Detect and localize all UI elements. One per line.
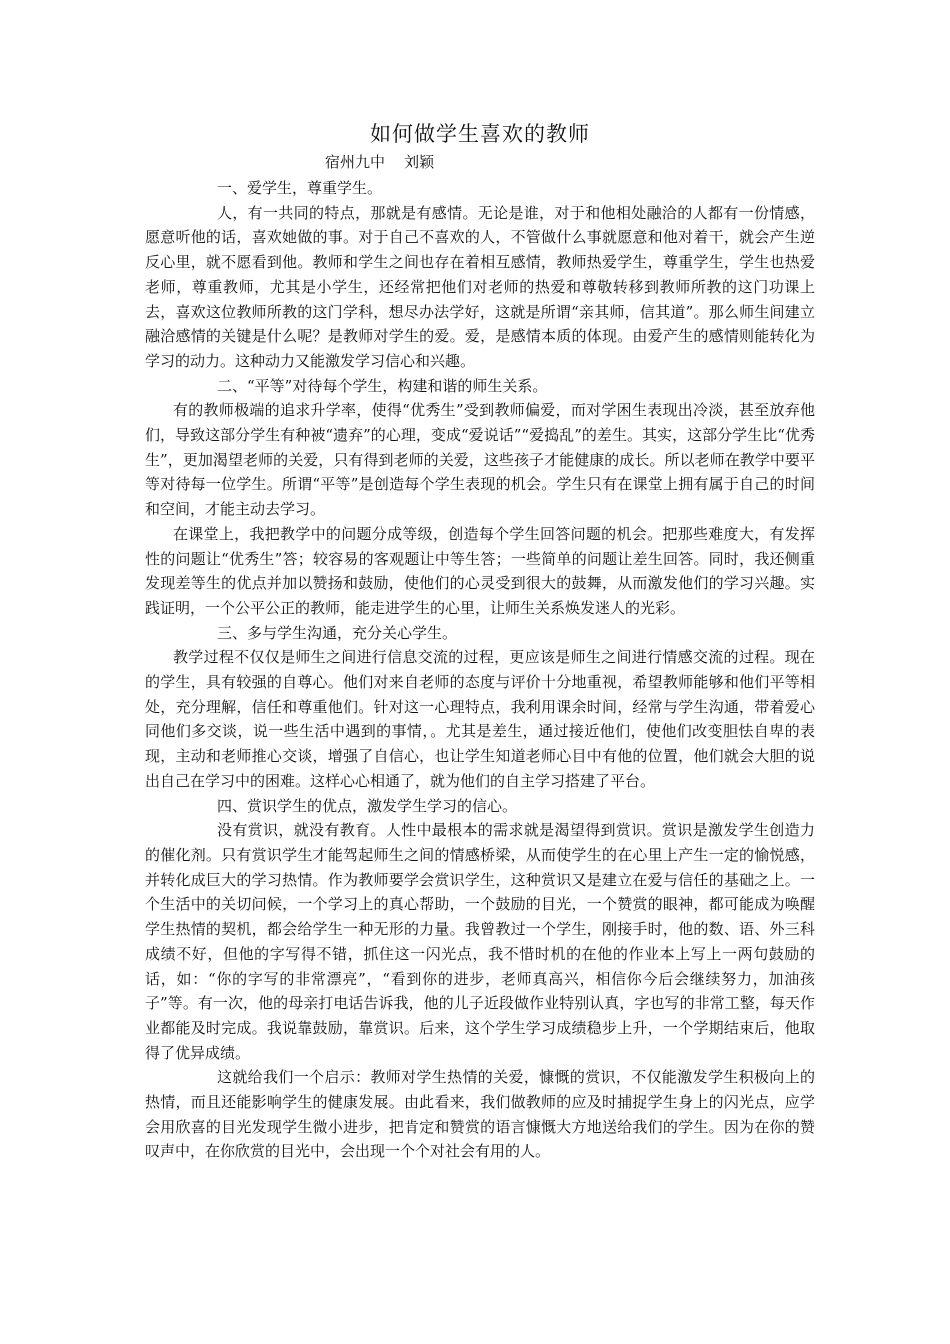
section-3-paragraph-1: 教学过程不仅仅是师生之间进行信息交流的过程，更应该是师生之间进行情感交流的过程。现在的学生，具有较强的自尊心。他们对来自老师的态度与评价十分地重视，希望教师能够和他们平等相处，充分理解，信任和尊重他们。针对这一心理特点，我利用课余时间，经常与学生沟通，带着爱心同他们多交谈，说一些生活中遇到的事情，。尤其是差生，通过接近他们，使他们改变胆怯自卑的表现，主动和老师推心交谈，增强了自信心，也让学生知道老师心目中有他的位置，他们就会大胆的说出自己在学习中的困难。这样心心相通了，就为他们的自主学习搭建了平台。: [145, 648, 815, 790]
section-heading-1: 一、爱学生，尊重学生。: [217, 179, 383, 197]
section-heading-3: 三、多与学生沟通，充分关心学生。: [217, 623, 458, 642]
document-author: 宿州九中 刘颖: [325, 153, 435, 171]
section-2-paragraph-1: 有的教师极端的追求升学率，使得“优秀生”受到教师偏爱，而对学困生表现出冷淡，甚至放弃他们，导致这部分学生有种被“遗弃”的心理，变成“爱说话”“爱捣乱”的差生。其实，这部分学生比“优秀生”，更加渴望老师的关爱，只有得到老师的关爱，这些孩子才能健康的成长。所以老师在教学中要平等对待每一位学生。所谓“平等”是创造每个学生表现的机会。学生只有在课堂上拥有属于自己的时间和空间，才能主动去学习。: [145, 401, 815, 519]
document-page: [145, 118, 815, 1164]
section-1-paragraph-1: 人，有一共同的特点，那就是有感情。无论是谁，对于和他相处融洽的人都有一份情感，愿意听他的话，喜欢她做的事。对于自己不喜欢的人，不管做什么事就愿意和他对着干，就会产生逆反心里，就不愿看到他。教师和学生之间也存在着相互感情，教师热爱学生，尊重学生，学生也热爱老师，尊重教师，尤其是小学生，还经常把他们对老师的热爱和尊敬转移到教师所教的这门功课上去，喜欢这位教师所教的这门学科，想尽办法学好，这就是所谓“亲其师，信其道”。那么师生间建立融洽感情的关键是什么呢？是教师对学生的爱。爱，是感情本质的体现。由爱产生的感情则能转化为学习的动力。这种动力又能激发学习信心和兴趣。: [145, 203, 815, 370]
document-title: 如何做学生喜欢的教师: [370, 122, 590, 146]
section-4-paragraph-1: 没有赏识，就没有教育。人性中最根本的需求就是渴望得到赏识。赏识是激发学生创造力的催化剂。只有赏识学生才能驾起师生之间的情感桥梁，从而使学生的在心里上产生一定的愉悦感，并转化成巨大的学习热情。作为教师要学会赏识学生，这种赏识又是建立在爱与信任的基础之上。一个生活中的关切问候，一个学习上的真心帮助，一个鼓励的目光，一个赞赏的眼神，都可能成为唤醒学生热情的契机，都会给学生一种无形的力量。我曾教过一个学生，刚接手时，他的数、语、外三科成绩不好，但他的字写得不错，抓住这一闪光点，我不惜时机的在他的作业本上写上一两句鼓励的话，如：“你的字写的非常漂亮”，“看到你的进步，老师真高兴，相信你今后会继续努力，加油孩子”等。有一次，他的母亲打电话告诉我，他的儿子近段做作业特别认真，字也写的非常工整，每天作业都能及时完成。我说靠鼓励，靠赏识。后来，这个学生学习成绩稳步上升，一个学期结束后，他取得了优异成绩。: [145, 821, 815, 1062]
section-2-paragraph-2: 在课堂上，我把教学中的问题分成等级，创造每个学生回答问题的机会。把那些难度大，有发挥性的问题让“优秀生”答；较容易的客观题让中等生答；一些简单的问题让差生回答。同时，我还侧重发现差等生的优点并加以赞扬和鼓励，使他们的心灵受到很大的鼓舞，从而激发他们的学习兴趣。实践证明，一个公平公正的教师，能走进学生的心里，让师生关系焕发迷人的光彩。: [145, 524, 815, 617]
section-heading-2: 二、“平等”对待每个学生，构建和谐的师生关系。: [217, 376, 548, 395]
section-4-paragraph-2: 这就给我们一个启示：教师对学生热情的关爱，慷慨的赏识，不仅能激发学生积极向上的热情，而且还能影响学生的健康发展。由此看来，我们做教师的应及时捕捉学生身上的闪光点，应学会用欣喜的目光发现学生微小进步，把肯定和赞赏的语言慷慨大方地送给我们的学生。因为在你的赞叹声中，在你欣赏的目光中，会出现一个个对社会有用的人。: [145, 1068, 815, 1161]
section-heading-4: 四、赏识学生的优点，激发学生学习的信心。: [217, 796, 518, 815]
